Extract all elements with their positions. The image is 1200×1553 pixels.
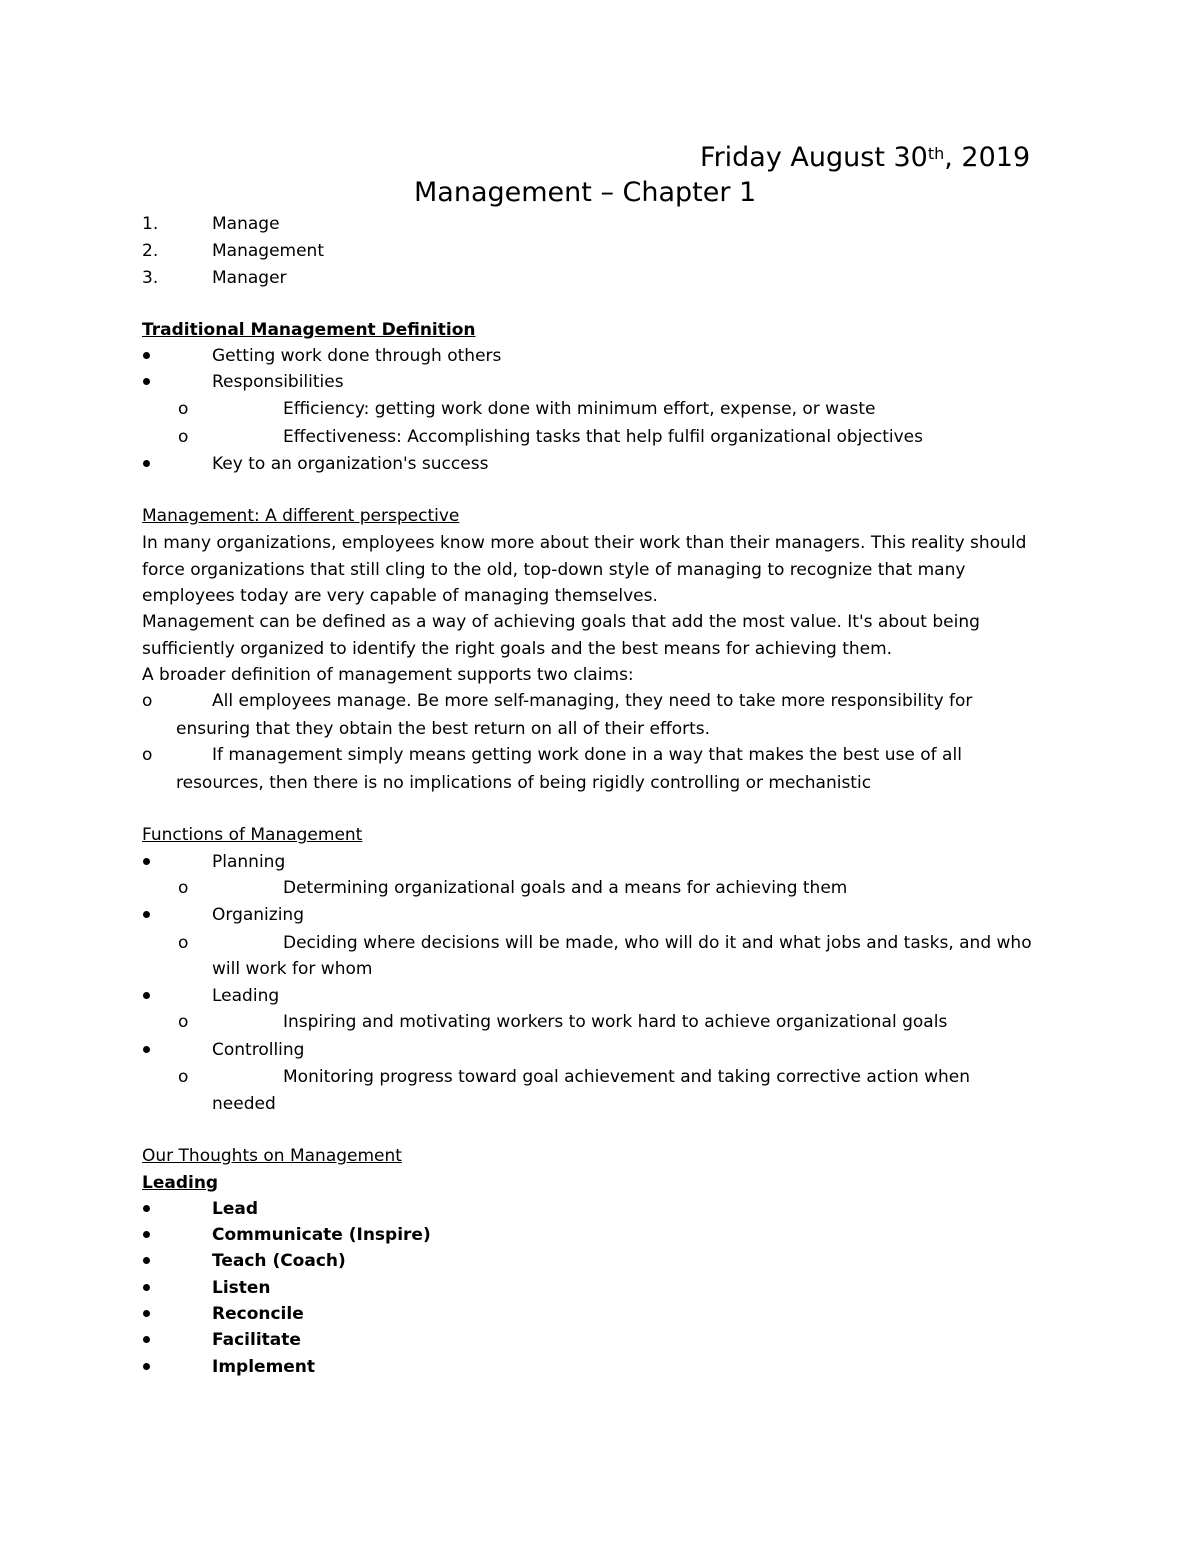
bullet-icon bbox=[143, 1336, 150, 1343]
function-organizing-desc-line1: Deciding where decisions will be made, who will do it and what jobs and tasks, and who bbox=[283, 933, 1032, 953]
numbered-marker-3: 3. bbox=[142, 268, 159, 288]
bullet-icon bbox=[143, 1231, 150, 1238]
thought-item: Communicate (Inspire) bbox=[212, 1225, 431, 1245]
function-organizing-desc-line2: will work for whom bbox=[212, 959, 373, 979]
thought-item: Listen bbox=[212, 1278, 271, 1298]
thought-item: Implement bbox=[212, 1357, 316, 1377]
bullet-icon bbox=[143, 1284, 150, 1291]
claim-2-line1: If management simply means getting work done in a way that makes the best use of all bbox=[212, 745, 962, 765]
date-year: , 2019 bbox=[944, 142, 1031, 173]
bullet-icon bbox=[143, 1046, 150, 1053]
bullet-icon bbox=[143, 1363, 150, 1370]
date-line bbox=[700, 142, 1030, 174]
function-leading: Leading bbox=[212, 986, 280, 1006]
bullet-icon bbox=[143, 378, 150, 385]
function-controlling-desc-line2: needed bbox=[212, 1094, 276, 1114]
bullet-icon bbox=[143, 911, 150, 918]
sub-bullet-icon: o bbox=[178, 399, 189, 419]
perspective-p1-line3: employees today are very capable of managing themselves. bbox=[142, 586, 658, 606]
perspective-p1-line1: In many organizations, employees know more about their work than their managers. This reality should bbox=[142, 533, 1027, 553]
function-controlling-desc-line1: Monitoring progress toward goal achievement and taking corrective action when bbox=[283, 1067, 971, 1087]
thought-item: Lead bbox=[212, 1199, 259, 1219]
bullet-icon bbox=[143, 352, 150, 359]
term-manager: Manager bbox=[212, 268, 287, 288]
term-manage: Manage bbox=[212, 214, 280, 234]
bullet-icon bbox=[143, 1205, 150, 1212]
thoughts-subheading: Leading bbox=[142, 1173, 219, 1193]
claim-1-line2: ensuring that they obtain the best return on all of their efforts. bbox=[176, 719, 711, 739]
sub-bullet-icon: o bbox=[142, 745, 153, 765]
page-title: Management – Chapter 1 bbox=[414, 177, 757, 208]
function-leading-desc: Inspiring and motivating workers to work hard to achieve organizational goals bbox=[283, 1012, 948, 1032]
bullet-icon bbox=[143, 1310, 150, 1317]
sub-bullet-icon: o bbox=[178, 878, 189, 898]
traditional-item-2: Responsibilities bbox=[212, 372, 344, 392]
date-superscript: th bbox=[927, 144, 945, 163]
bullet-icon bbox=[143, 992, 150, 999]
numbered-marker-1: 1. bbox=[142, 214, 159, 234]
function-planning-desc: Determining organizational goals and a means for achieving them bbox=[283, 878, 848, 898]
perspective-p3-line1: A broader definition of management supports two claims: bbox=[142, 665, 634, 685]
function-planning: Planning bbox=[212, 852, 286, 872]
perspective-heading: Management: A different perspective bbox=[142, 506, 460, 526]
function-controlling: Controlling bbox=[212, 1040, 305, 1060]
traditional-sub-2: Effectiveness: Accomplishing tasks that help fulfil organizational objectives bbox=[283, 427, 923, 447]
thought-item: Facilitate bbox=[212, 1330, 301, 1350]
thoughts-heading: Our Thoughts on Management bbox=[142, 1146, 402, 1166]
perspective-p2-line2: sufficiently organized to identify the right goals and the best means for achieving them. bbox=[142, 639, 893, 659]
function-organizing: Organizing bbox=[212, 905, 304, 925]
bullet-icon bbox=[143, 1257, 150, 1264]
sub-bullet-icon: o bbox=[178, 1067, 189, 1087]
thought-item: Teach (Coach) bbox=[212, 1251, 346, 1271]
sub-bullet-icon: o bbox=[178, 1012, 189, 1032]
sub-bullet-icon: o bbox=[178, 933, 189, 953]
numbered-marker-2: 2. bbox=[142, 241, 159, 261]
perspective-p1-line2: force organizations that still cling to the old, top-down style of managing to recognize that many bbox=[142, 560, 966, 580]
traditional-sub-1: Efficiency: getting work done with minimum effort, expense, or waste bbox=[283, 399, 876, 419]
term-management: Management bbox=[212, 241, 324, 261]
perspective-p2-line1: Management can be defined as a way of achieving goals that add the most value. It's about being bbox=[142, 612, 980, 632]
traditional-item-3: Key to an organization's success bbox=[212, 454, 489, 474]
sub-bullet-icon: o bbox=[178, 427, 189, 447]
thought-item: Reconcile bbox=[212, 1304, 304, 1324]
sub-bullet-icon: o bbox=[142, 691, 153, 711]
bullet-icon bbox=[143, 460, 150, 467]
traditional-heading: Traditional Management Definition bbox=[142, 320, 476, 340]
claim-1-line1: All employees manage. Be more self-managing, they need to take more responsibility for bbox=[212, 691, 973, 711]
traditional-item-1: Getting work done through others bbox=[212, 346, 502, 366]
date-text: Friday August 30 bbox=[700, 142, 928, 173]
bullet-icon bbox=[143, 858, 150, 865]
claim-2-line2: resources, then there is no implications of being rigidly controlling or mechanistic bbox=[176, 773, 872, 793]
functions-heading: Functions of Management bbox=[142, 825, 363, 845]
